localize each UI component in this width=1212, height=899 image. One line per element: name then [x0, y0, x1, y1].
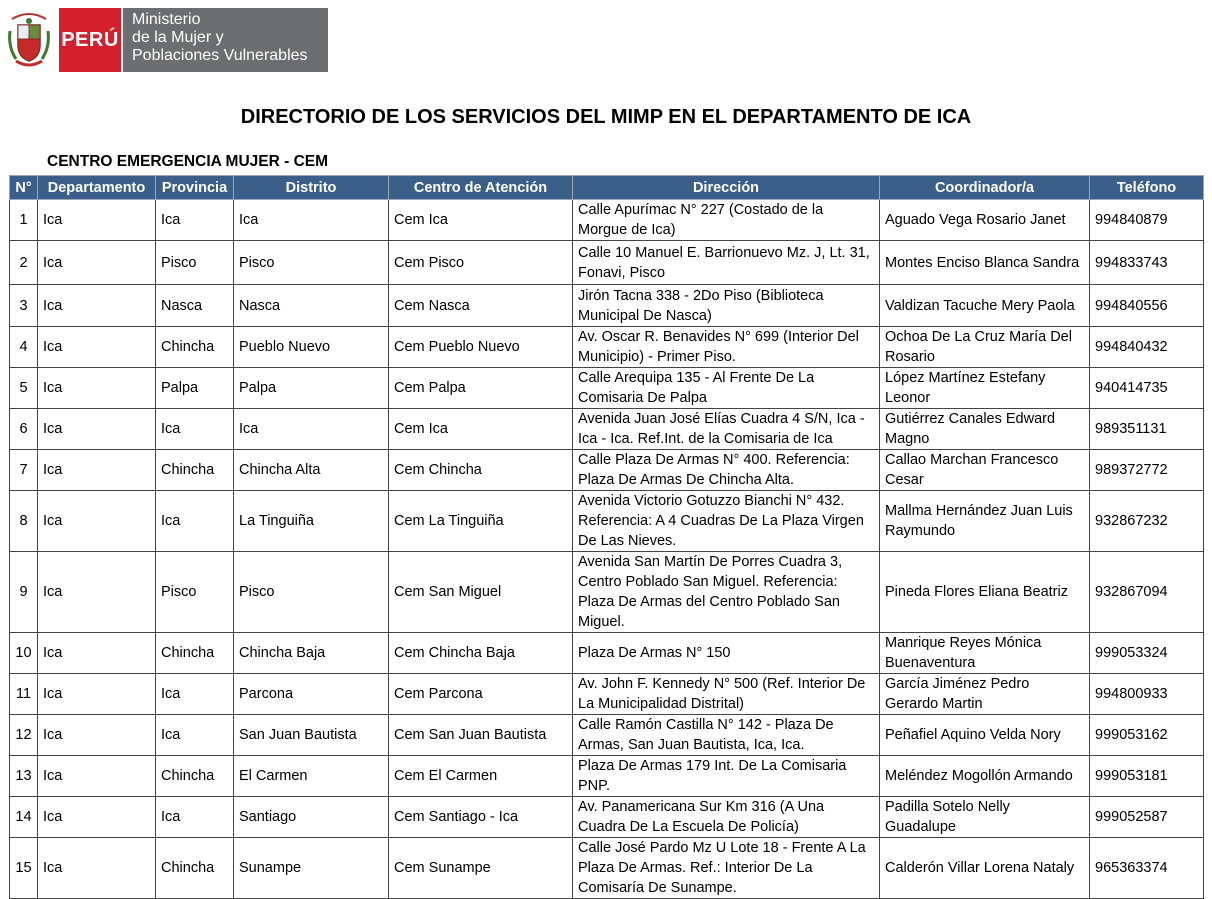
cell-center: Cem Chincha Baja [389, 633, 573, 674]
cell-province: Ica [156, 491, 234, 552]
cell-center: Cem Sunampe [389, 838, 573, 899]
cell-center: Cem Parcona [389, 674, 573, 715]
cell-phone: 932867232 [1090, 491, 1204, 552]
cell-phone: 965363374 [1090, 838, 1204, 899]
ministry-line-2: de la Mujer y [132, 29, 224, 46]
cell-coordinator: Mallma Hernández Juan Luis Raymundo [880, 491, 1090, 552]
table-row [10, 368, 1204, 409]
cell-department: Ica [38, 200, 156, 241]
cell-coordinator: López Martínez Estefany Leonor [880, 368, 1090, 409]
table-row [10, 200, 1204, 241]
cell-phone: 999053181 [1090, 756, 1204, 797]
col-header-province: Provincia [156, 176, 234, 200]
cell-department: Ica [38, 797, 156, 838]
table-row [10, 715, 1204, 756]
cell-number: 12 [10, 715, 38, 756]
cell-department: Ica [38, 633, 156, 674]
cell-number: 15 [10, 838, 38, 899]
cell-province: Chincha [156, 838, 234, 899]
cell-number: 4 [10, 327, 38, 368]
cell-district: Palpa [234, 368, 389, 409]
cell-address: Av. John F. Kennedy N° 500 (Ref. Interior De La Municipalidad Distrital) [573, 674, 880, 715]
cell-department: Ica [38, 450, 156, 491]
cell-phone: 999053324 [1090, 633, 1204, 674]
cell-coordinator: Manrique Reyes Mónica Buenaventura [880, 633, 1090, 674]
cell-district: La Tinguiña [234, 491, 389, 552]
cell-phone: 994800933 [1090, 674, 1204, 715]
table-row [10, 838, 1204, 899]
cell-coordinator: Montes Enciso Blanca Sandra [880, 241, 1090, 285]
cell-center: Cem Nasca [389, 285, 573, 327]
cell-center: Cem Pisco [389, 241, 573, 285]
cell-province: Chincha [156, 633, 234, 674]
cell-coordinator: Gutiérrez Canales Edward Magno [880, 409, 1090, 450]
cell-district: Chincha Alta [234, 450, 389, 491]
ministry-logo [0, 0, 340, 80]
cell-province: Chincha [156, 450, 234, 491]
cell-number: 6 [10, 409, 38, 450]
cell-number: 2 [10, 241, 38, 285]
cell-coordinator: Peñafiel Aquino Velda Nory [880, 715, 1090, 756]
section-title: CENTRO EMERGENCIA MUJER - CEM [47, 153, 329, 170]
cell-number: 5 [10, 368, 38, 409]
peru-label: PERÚ [59, 8, 121, 72]
cell-address: Calle Arequipa 135 - Al Frente De La Comisaria De Palpa [573, 368, 880, 409]
table-row [10, 797, 1204, 838]
ministry-name [123, 8, 328, 72]
cell-center: Cem Palpa [389, 368, 573, 409]
cell-address: Plaza De Armas 179 Int. De La Comisaria PNP. [573, 756, 880, 797]
cell-address: Calle Ramón Castilla N° 142 - Plaza De Armas, San Juan Bautista, Ica, Ica. [573, 715, 880, 756]
cell-center: Cem Santiago - Ica [389, 797, 573, 838]
cell-phone: 994840879 [1090, 200, 1204, 241]
cell-coordinator: Valdizan Tacuche Mery Paola [880, 285, 1090, 327]
table-body [10, 200, 1204, 899]
cell-phone: 994833743 [1090, 241, 1204, 285]
cell-province: Ica [156, 797, 234, 838]
cell-center: Cem El Carmen [389, 756, 573, 797]
cell-address: Calle Plaza De Armas N° 400. Referencia: Plaza De Armas De Chincha Alta. [573, 450, 880, 491]
cell-address: Avenida Victorio Gotuzzo Bianchi N° 432. Referencia: A 4 Cuadras De La Plaza Virgen De Las Nieves. [573, 491, 880, 552]
cell-province: Ica [156, 409, 234, 450]
cell-district: Parcona [234, 674, 389, 715]
table-row [10, 633, 1204, 674]
cell-number: 9 [10, 552, 38, 633]
cell-department: Ica [38, 552, 156, 633]
cell-center: Cem Ica [389, 409, 573, 450]
cell-department: Ica [38, 756, 156, 797]
table-row [10, 450, 1204, 491]
cell-center: Cem Ica [389, 200, 573, 241]
cell-district: Santiago [234, 797, 389, 838]
cell-province: Nasca [156, 285, 234, 327]
table-row [10, 409, 1204, 450]
cell-district: Sunampe [234, 838, 389, 899]
cell-coordinator: Meléndez Mogollón Armando [880, 756, 1090, 797]
cell-phone: 994840432 [1090, 327, 1204, 368]
cell-department: Ica [38, 368, 156, 409]
col-header-department: Departamento [38, 176, 156, 200]
cell-address: Calle Apurímac N° 227 (Costado de la Morgue de Ica) [573, 200, 880, 241]
cell-province: Ica [156, 715, 234, 756]
cell-phone: 999053162 [1090, 715, 1204, 756]
col-header-coordinator: Coordinador/a [880, 176, 1090, 200]
cell-address: Plaza De Armas N° 150 [573, 633, 880, 674]
cell-address: Av. Oscar R. Benavides N° 699 (Interior Del Municipio) - Primer Piso. [573, 327, 880, 368]
table-row [10, 674, 1204, 715]
cell-number: 7 [10, 450, 38, 491]
cell-number: 10 [10, 633, 38, 674]
cell-province: Chincha [156, 756, 234, 797]
cell-district: Pueblo Nuevo [234, 327, 389, 368]
cell-number: 11 [10, 674, 38, 715]
table-row [10, 756, 1204, 797]
coat-of-arms-icon [6, 9, 52, 69]
cell-address: Calle José Pardo Mz U Lote 18 - Frente A La Plaza De Armas. Ref.: Interior De La Comisaría De Sunampe. [573, 838, 880, 899]
table-row [10, 285, 1204, 327]
ministry-line-1: Ministerio [132, 11, 201, 28]
cell-department: Ica [38, 241, 156, 285]
cell-number: 8 [10, 491, 38, 552]
cell-number: 13 [10, 756, 38, 797]
directory-table [9, 175, 1204, 899]
cell-department: Ica [38, 409, 156, 450]
table-row [10, 491, 1204, 552]
col-header-address: Dirección [573, 176, 880, 200]
cell-province: Pisco [156, 241, 234, 285]
cell-province: Ica [156, 200, 234, 241]
cell-center: Cem Pueblo Nuevo [389, 327, 573, 368]
cell-center: Cem San Juan Bautista [389, 715, 573, 756]
cell-department: Ica [38, 285, 156, 327]
document-title: DIRECTORIO DE LOS SERVICIOS DEL MIMP EN EL DEPARTAMENTO DE ICA [240, 106, 972, 128]
cell-province: Palpa [156, 368, 234, 409]
table-header-row [10, 176, 1204, 200]
col-header-district: Distrito [234, 176, 389, 200]
cell-center: Cem Chincha [389, 450, 573, 491]
cell-district: Chincha Baja [234, 633, 389, 674]
cell-coordinator: García Jiménez Pedro Gerardo Martin [880, 674, 1090, 715]
table-row [10, 241, 1204, 285]
cell-address: Jirón Tacna 338 - 2Do Piso (Biblioteca Municipal De Nasca) [573, 285, 880, 327]
cell-coordinator: Aguado Vega Rosario Janet [880, 200, 1090, 241]
cell-coordinator: Callao Marchan Francesco Cesar [880, 450, 1090, 491]
cell-district: San Juan Bautista [234, 715, 389, 756]
cell-phone: 932867094 [1090, 552, 1204, 633]
cell-district: El Carmen [234, 756, 389, 797]
cell-coordinator: Ochoa De La Cruz María Del Rosario [880, 327, 1090, 368]
col-header-number: N° [10, 176, 38, 200]
cell-province: Pisco [156, 552, 234, 633]
cell-district: Ica [234, 409, 389, 450]
cell-department: Ica [38, 715, 156, 756]
cell-number: 1 [10, 200, 38, 241]
cell-department: Ica [38, 674, 156, 715]
cell-district: Ica [234, 200, 389, 241]
col-header-center: Centro de Atención [389, 176, 573, 200]
cell-department: Ica [38, 327, 156, 368]
cell-phone: 989351131 [1090, 409, 1204, 450]
cell-coordinator: Pineda Flores Eliana Beatriz [880, 552, 1090, 633]
cell-district: Nasca [234, 285, 389, 327]
cell-address: Avenida San Martín De Porres Cuadra 3, Centro Poblado San Miguel. Referencia: Plaza De Armas del Centro Poblado San Miguel. [573, 552, 880, 633]
cell-address: Calle 10 Manuel E. Barrionuevo Mz. J, Lt. 31, Fonavi, Pisco [573, 241, 880, 285]
cell-district: Pisco [234, 241, 389, 285]
cell-department: Ica [38, 838, 156, 899]
ministry-line-3: Poblaciones Vulnerables [132, 47, 308, 64]
cell-department: Ica [38, 491, 156, 552]
cell-province: Chincha [156, 327, 234, 368]
cell-phone: 940414735 [1090, 368, 1204, 409]
cell-province: Ica [156, 674, 234, 715]
cell-address: Avenida Juan José Elías Cuadra 4 S/N, Ica - Ica - Ica. Ref.Int. de la Comisaria de Ica [573, 409, 880, 450]
col-header-phone: Teléfono [1090, 176, 1204, 200]
cell-phone: 994840556 [1090, 285, 1204, 327]
cell-center: Cem San Miguel [389, 552, 573, 633]
cell-coordinator: Calderón Villar Lorena Nataly [880, 838, 1090, 899]
cell-coordinator: Padilla Sotelo Nelly Guadalupe [880, 797, 1090, 838]
table-row [10, 327, 1204, 368]
cell-phone: 999052587 [1090, 797, 1204, 838]
cell-number: 14 [10, 797, 38, 838]
cell-phone: 989372772 [1090, 450, 1204, 491]
cell-number: 3 [10, 285, 38, 327]
cell-district: Pisco [234, 552, 389, 633]
table-row [10, 552, 1204, 633]
cell-address: Av. Panamericana Sur Km 316 (A Una Cuadra De La Escuela De Policía) [573, 797, 880, 838]
cell-center: Cem La Tinguiña [389, 491, 573, 552]
